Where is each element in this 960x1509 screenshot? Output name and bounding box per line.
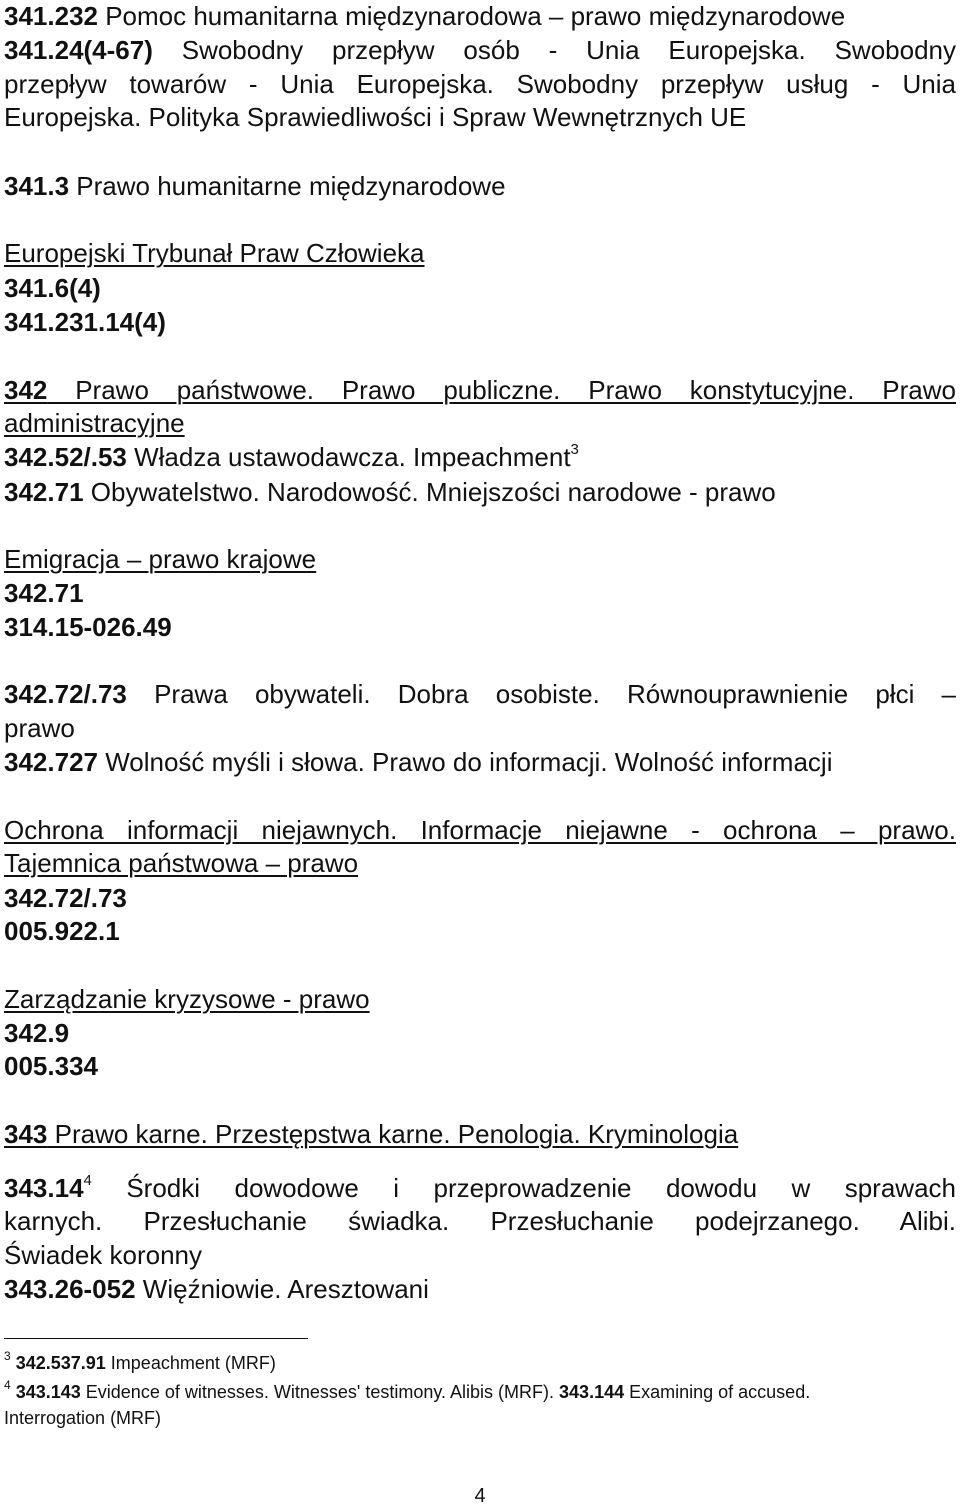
footnote-text: Impeachment (MRF) [105,1353,276,1373]
entry-text-continued: karnych. Przesłuchanie świadka. Przesłuchanie podejrzanego. Alibi. [4,1206,956,1236]
class-code: 341.231.14(4) [4,307,166,337]
subject-heading-text: Zarządzanie kryzysowe - prawo [4,984,370,1014]
class-code: 343.14 [4,1173,84,1203]
footnote-text: Examining of accused. [624,1382,811,1402]
footnote-ref-3[interactable]: 3 [570,441,579,459]
entry-text: Pomoc humanitarna międzynarodowa – prawo międzynarodowe [97,1,846,31]
entry-341-232 [4,0,956,32]
class-code: 342.72/.73 [4,679,127,709]
entry-341-24 [4,34,956,66]
entry-text: Swobodny przepływ osób - Unia Europejska. Swobodny [152,35,956,65]
entry-342-71 [4,476,956,508]
footnote-separator [4,1338,308,1339]
class-code: 341.3 [4,171,70,201]
subject-heading-text: Emigracja – prawo krajowe [4,544,317,574]
entry-342-72 [4,678,956,710]
entry-text: Prawa obywateli. Dobra osobiste. Równouprawnienie płci – [126,679,956,709]
class-code: 343 [4,1119,48,1149]
class-code: 342 [4,375,48,405]
subject-heading-text: Ochrona informacji niejawnych. Informacje niejawne - ochrona – prawo. [4,815,956,845]
class-code-line [4,306,956,338]
entry-continued [4,407,956,439]
entry-343-14 [4,1172,956,1204]
class-code: 341.232 [4,1,98,31]
footnote-4-continued: Interrogation (MRF) [4,1408,162,1428]
class-code: 342.71 [4,578,84,608]
entry-text: Prawo karne. Przestępstwa karne. Penologia. Kryminologia [47,1119,739,1149]
subject-heading [4,847,956,879]
footnote-4 [4,1380,956,1404]
footnote-text: Evidence of witnesses. Witnesses' testimony. Alibis (MRF). [80,1382,560,1402]
entry-text-continued: przepływ towarów - Unia Europejska. Swobodny przepływ usług - Unia [4,69,956,99]
entry-343 [4,1118,956,1150]
subject-heading-text: Tajemnica państwowa – prawo [4,848,359,878]
subject-heading [4,983,956,1015]
entry-underlined [4,1119,738,1149]
class-code: 341.6(4) [4,273,101,303]
class-code-line [4,882,956,914]
entry-text: Środki dowodowe i przeprowadzenie dowodu w sprawach [91,1173,956,1203]
entry-text: administracyjne [4,408,185,438]
entry-342 [4,374,956,406]
entry-underlined [4,375,956,405]
entry-text: Prawo państwowe. Prawo publiczne. Prawo konstytucyjne. Prawo [47,375,956,405]
subject-heading [4,543,956,575]
entry-text-continued: Świadek koronny [4,1240,202,1270]
footnote-3 [4,1351,956,1375]
entry-text: Prawo humanitarne międzynarodowe [69,171,506,201]
entry-text: Wolność myśli i słowa. Prawo do informacji. Wolność informacji [97,747,833,777]
class-code: 342.72/.73 [4,883,127,913]
entry-343-26 [4,1273,956,1305]
class-code: 342.537.91 [15,1353,106,1373]
class-code-line [4,1050,956,1082]
class-code: 343.144 [559,1382,625,1402]
class-code: 342.9 [4,1018,70,1048]
class-code: 005.334 [4,1051,98,1081]
class-code: 342.52/.53 [4,442,127,472]
page-number: 4 [474,1485,486,1507]
class-code: 342.727 [4,747,98,777]
class-code-line [4,272,956,304]
class-code: 342.71 [4,477,84,507]
class-code-line [4,577,956,609]
class-code-line [4,915,956,947]
entry-text: Więźniowie. Aresztowani [135,1274,429,1304]
footnote-ref-4[interactable]: 4 [83,1172,92,1190]
entry-342-727 [4,746,956,778]
footnote-mark: 3 [4,1349,11,1363]
entry-text-continued: Europejska. Polityka Sprawiedliwości i Spraw Wewnętrznych UE [4,102,747,132]
class-code: 341.24(4-67) [4,35,153,65]
class-code: 343.26-052 [4,1274,136,1304]
entry-342-52 [4,441,956,473]
class-code-line [4,1017,956,1049]
class-code: 343.143 [15,1382,81,1402]
entry-text: Władza ustawodawcza. Impeachment [126,442,571,472]
subject-heading [4,814,956,846]
subject-heading [4,237,956,269]
subject-heading-text: Europejski Trybunał Praw Człowieka [4,238,425,268]
class-code: 314.15-026.49 [4,612,172,642]
class-code: 005.922.1 [4,916,120,946]
class-code-line [4,611,956,643]
entry-text-continued: prawo [4,713,75,743]
entry-text: Obywatelstwo. Narodowość. Mniejszości narodowe - prawo [83,477,776,507]
entry-341-3 [4,170,956,202]
footnote-mark: 4 [4,1378,11,1392]
